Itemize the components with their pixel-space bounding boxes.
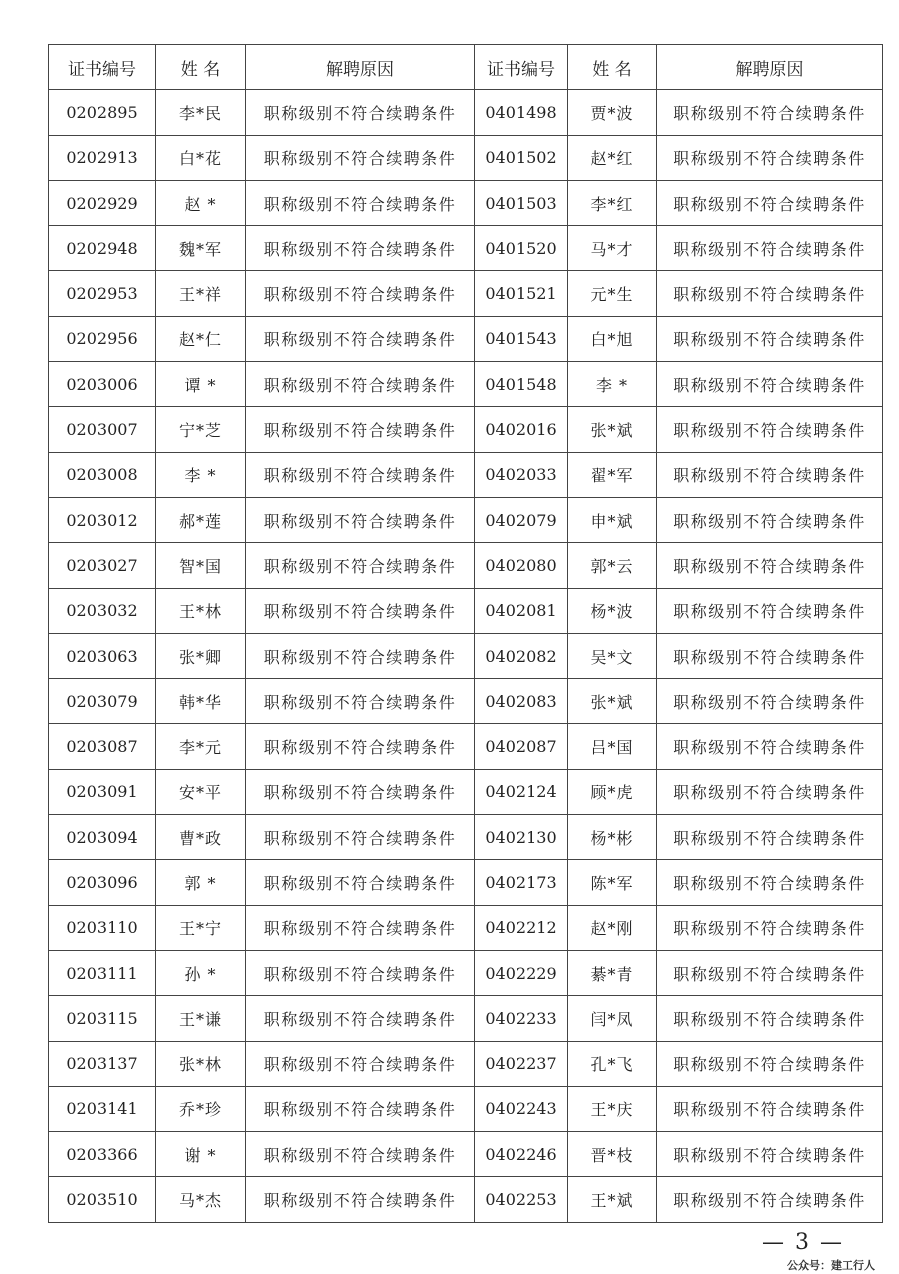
reason-cell: 职称级别不符合续聘条件 [657, 633, 883, 678]
name-cell: 顾*虎 [568, 769, 657, 814]
name-cell: 孔*飞 [568, 1041, 657, 1086]
cert-no-cell: 0402016 [475, 407, 568, 452]
name-cell: 赵*刚 [568, 905, 657, 950]
cert-no-cell: 0401548 [475, 362, 568, 407]
cert-no-cell: 0401502 [475, 135, 568, 180]
reason-cell: 职称级别不符合续聘条件 [657, 769, 883, 814]
name-cell: 綦*青 [568, 950, 657, 995]
cert-no-cell: 0203012 [49, 497, 156, 542]
reason-cell: 职称级别不符合续聘条件 [246, 633, 475, 678]
name-cell: 张*林 [156, 1041, 246, 1086]
table-row [49, 905, 883, 950]
cert-no-cell: 0202929 [49, 180, 156, 225]
table-header-row [49, 45, 883, 90]
reason-cell: 职称级别不符合续聘条件 [657, 724, 883, 769]
cert-no-cell: 0202895 [49, 90, 156, 135]
dismissal-roster-table [48, 44, 883, 1223]
name-cell: 元*生 [568, 271, 657, 316]
cert-no-cell: 0401503 [475, 180, 568, 225]
reason-cell: 职称级别不符合续聘条件 [657, 588, 883, 633]
header-cert-no: 证书编号 [49, 45, 156, 90]
name-cell: 孙 * [156, 950, 246, 995]
table-row [49, 316, 883, 361]
cert-no-cell: 0203091 [49, 769, 156, 814]
name-cell: 李 * [156, 452, 246, 497]
reason-cell: 职称级别不符合续聘条件 [246, 996, 475, 1041]
cert-no-cell: 0203032 [49, 588, 156, 633]
table-row [49, 226, 883, 271]
reason-cell: 职称级别不符合续聘条件 [246, 180, 475, 225]
cert-no-cell: 0402237 [475, 1041, 568, 1086]
table-row [49, 180, 883, 225]
cert-no-cell: 0402243 [475, 1086, 568, 1131]
cert-no-cell: 0203087 [49, 724, 156, 769]
name-cell: 韩*华 [156, 679, 246, 724]
cert-no-cell: 0203137 [49, 1041, 156, 1086]
reason-cell: 职称级别不符合续聘条件 [657, 362, 883, 407]
name-cell: 王*斌 [568, 1177, 657, 1222]
cert-no-cell: 0203110 [49, 905, 156, 950]
cert-no-cell: 0202913 [49, 135, 156, 180]
table-row [49, 452, 883, 497]
reason-cell: 职称级别不符合续聘条件 [246, 271, 475, 316]
cert-no-cell: 0203079 [49, 679, 156, 724]
cert-no-cell: 0203007 [49, 407, 156, 452]
reason-cell: 职称级别不符合续聘条件 [246, 860, 475, 905]
table-row [49, 1132, 883, 1177]
name-cell: 晋*枝 [568, 1132, 657, 1177]
name-cell: 马*杰 [156, 1177, 246, 1222]
header-cert-no: 证书编号 [475, 45, 568, 90]
name-cell: 翟*军 [568, 452, 657, 497]
name-cell: 王*宁 [156, 905, 246, 950]
reason-cell: 职称级别不符合续聘条件 [657, 452, 883, 497]
name-cell: 李*红 [568, 180, 657, 225]
name-cell: 王*谦 [156, 996, 246, 1041]
table-row [49, 588, 883, 633]
cert-no-cell: 0402087 [475, 724, 568, 769]
header-name: 姓 名 [568, 45, 657, 90]
name-cell: 吴*文 [568, 633, 657, 678]
reason-cell: 职称级别不符合续聘条件 [657, 950, 883, 995]
name-cell: 王*林 [156, 588, 246, 633]
reason-cell: 职称级别不符合续聘条件 [246, 452, 475, 497]
cert-no-cell: 0203096 [49, 860, 156, 905]
reason-cell: 职称级别不符合续聘条件 [657, 1086, 883, 1131]
reason-cell: 职称级别不符合续聘条件 [657, 180, 883, 225]
reason-cell: 职称级别不符合续聘条件 [246, 135, 475, 180]
name-cell: 曹*政 [156, 815, 246, 860]
name-cell: 申*斌 [568, 497, 657, 542]
name-cell: 安*平 [156, 769, 246, 814]
table-row [49, 497, 883, 542]
table-row [49, 271, 883, 316]
cert-no-cell: 0402082 [475, 633, 568, 678]
name-cell: 白*旭 [568, 316, 657, 361]
table-row [49, 724, 883, 769]
table-row [49, 950, 883, 995]
page-number: — 3 — [762, 1230, 844, 1255]
name-cell: 吕*国 [568, 724, 657, 769]
cert-no-cell: 0203008 [49, 452, 156, 497]
reason-cell: 职称级别不符合续聘条件 [657, 1177, 883, 1222]
cert-no-cell: 0203027 [49, 543, 156, 588]
cert-no-cell: 0203366 [49, 1132, 156, 1177]
name-cell: 李*元 [156, 724, 246, 769]
cert-no-cell: 0202948 [49, 226, 156, 271]
name-cell: 郝*莲 [156, 497, 246, 542]
name-cell: 杨*彬 [568, 815, 657, 860]
table-row [49, 996, 883, 1041]
reason-cell: 职称级别不符合续聘条件 [657, 226, 883, 271]
name-cell: 谢 * [156, 1132, 246, 1177]
name-cell: 赵*仁 [156, 316, 246, 361]
reason-cell: 职称级别不符合续聘条件 [246, 316, 475, 361]
reason-cell: 职称级别不符合续聘条件 [246, 679, 475, 724]
cert-no-cell: 0203094 [49, 815, 156, 860]
name-cell: 张*斌 [568, 407, 657, 452]
reason-cell: 职称级别不符合续聘条件 [657, 543, 883, 588]
reason-cell: 职称级别不符合续聘条件 [246, 1177, 475, 1222]
reason-cell: 职称级别不符合续聘条件 [246, 815, 475, 860]
cert-no-cell: 0202956 [49, 316, 156, 361]
name-cell: 闫*凤 [568, 996, 657, 1041]
reason-cell: 职称级别不符合续聘条件 [657, 90, 883, 135]
table-row [49, 407, 883, 452]
name-cell: 智*国 [156, 543, 246, 588]
name-cell: 王*庆 [568, 1086, 657, 1131]
watermark: 公众号：建工行人 [787, 1259, 875, 1272]
cert-no-cell: 0402033 [475, 452, 568, 497]
cert-no-cell: 0402080 [475, 543, 568, 588]
reason-cell: 职称级别不符合续聘条件 [657, 905, 883, 950]
reason-cell: 职称级别不符合续聘条件 [657, 996, 883, 1041]
cert-no-cell: 0401498 [475, 90, 568, 135]
table-row [49, 679, 883, 724]
name-cell: 郭*云 [568, 543, 657, 588]
table-row [49, 633, 883, 678]
reason-cell: 职称级别不符合续聘条件 [657, 815, 883, 860]
reason-cell: 职称级别不符合续聘条件 [657, 271, 883, 316]
reason-cell: 职称级别不符合续聘条件 [246, 1132, 475, 1177]
reason-cell: 职称级别不符合续聘条件 [246, 769, 475, 814]
reason-cell: 职称级别不符合续聘条件 [246, 905, 475, 950]
name-cell: 白*花 [156, 135, 246, 180]
cert-no-cell: 0401543 [475, 316, 568, 361]
name-cell: 魏*军 [156, 226, 246, 271]
name-cell: 乔*珍 [156, 1086, 246, 1131]
reason-cell: 职称级别不符合续聘条件 [246, 497, 475, 542]
table-row [49, 1086, 883, 1131]
cert-no-cell: 0202953 [49, 271, 156, 316]
table-row [49, 1041, 883, 1086]
reason-cell: 职称级别不符合续聘条件 [246, 362, 475, 407]
reason-cell: 职称级别不符合续聘条件 [246, 226, 475, 271]
cert-no-cell: 0402081 [475, 588, 568, 633]
name-cell: 郭 * [156, 860, 246, 905]
reason-cell: 职称级别不符合续聘条件 [657, 407, 883, 452]
reason-cell: 职称级别不符合续聘条件 [246, 724, 475, 769]
name-cell: 王*祥 [156, 271, 246, 316]
name-cell: 宁*芝 [156, 407, 246, 452]
name-cell: 张*斌 [568, 679, 657, 724]
table-row [49, 543, 883, 588]
name-cell: 杨*波 [568, 588, 657, 633]
cert-no-cell: 0203510 [49, 1177, 156, 1222]
reason-cell: 职称级别不符合续聘条件 [246, 407, 475, 452]
reason-cell: 职称级别不符合续聘条件 [246, 90, 475, 135]
cert-no-cell: 0402130 [475, 815, 568, 860]
table-body [49, 90, 883, 1222]
header-reason: 解聘原因 [657, 45, 883, 90]
table-row [49, 815, 883, 860]
cert-no-cell: 0401521 [475, 271, 568, 316]
name-cell: 赵 * [156, 180, 246, 225]
reason-cell: 职称级别不符合续聘条件 [657, 497, 883, 542]
reason-cell: 职称级别不符合续聘条件 [657, 1132, 883, 1177]
cert-no-cell: 0402229 [475, 950, 568, 995]
cert-no-cell: 0402173 [475, 860, 568, 905]
header-reason: 解聘原因 [246, 45, 475, 90]
reason-cell: 职称级别不符合续聘条件 [657, 1041, 883, 1086]
cert-no-cell: 0203063 [49, 633, 156, 678]
cert-no-cell: 0203111 [49, 950, 156, 995]
cert-no-cell: 0402083 [475, 679, 568, 724]
reason-cell: 职称级别不符合续聘条件 [657, 316, 883, 361]
name-cell: 马*才 [568, 226, 657, 271]
cert-no-cell: 0402124 [475, 769, 568, 814]
cert-no-cell: 0203115 [49, 996, 156, 1041]
name-cell: 谭 * [156, 362, 246, 407]
cert-no-cell: 0203141 [49, 1086, 156, 1131]
reason-cell: 职称级别不符合续聘条件 [246, 950, 475, 995]
name-cell: 李 * [568, 362, 657, 407]
name-cell: 李*民 [156, 90, 246, 135]
reason-cell: 职称级别不符合续聘条件 [657, 860, 883, 905]
reason-cell: 职称级别不符合续聘条件 [246, 1086, 475, 1131]
reason-cell: 职称级别不符合续聘条件 [246, 1041, 475, 1086]
reason-cell: 职称级别不符合续聘条件 [657, 679, 883, 724]
table-row [49, 1177, 883, 1222]
cert-no-cell: 0402079 [475, 497, 568, 542]
cert-no-cell: 0402246 [475, 1132, 568, 1177]
name-cell: 贾*波 [568, 90, 657, 135]
cert-no-cell: 0401520 [475, 226, 568, 271]
table-row [49, 362, 883, 407]
table-row [49, 135, 883, 180]
reason-cell: 职称级别不符合续聘条件 [246, 588, 475, 633]
table-row [49, 860, 883, 905]
name-cell: 张*卿 [156, 633, 246, 678]
name-cell: 陈*军 [568, 860, 657, 905]
reason-cell: 职称级别不符合续聘条件 [657, 135, 883, 180]
table-row [49, 90, 883, 135]
cert-no-cell: 0203006 [49, 362, 156, 407]
cert-no-cell: 0402233 [475, 996, 568, 1041]
cert-no-cell: 0402212 [475, 905, 568, 950]
cert-no-cell: 0402253 [475, 1177, 568, 1222]
table-row [49, 769, 883, 814]
header-name: 姓 名 [156, 45, 246, 90]
name-cell: 赵*红 [568, 135, 657, 180]
reason-cell: 职称级别不符合续聘条件 [246, 543, 475, 588]
